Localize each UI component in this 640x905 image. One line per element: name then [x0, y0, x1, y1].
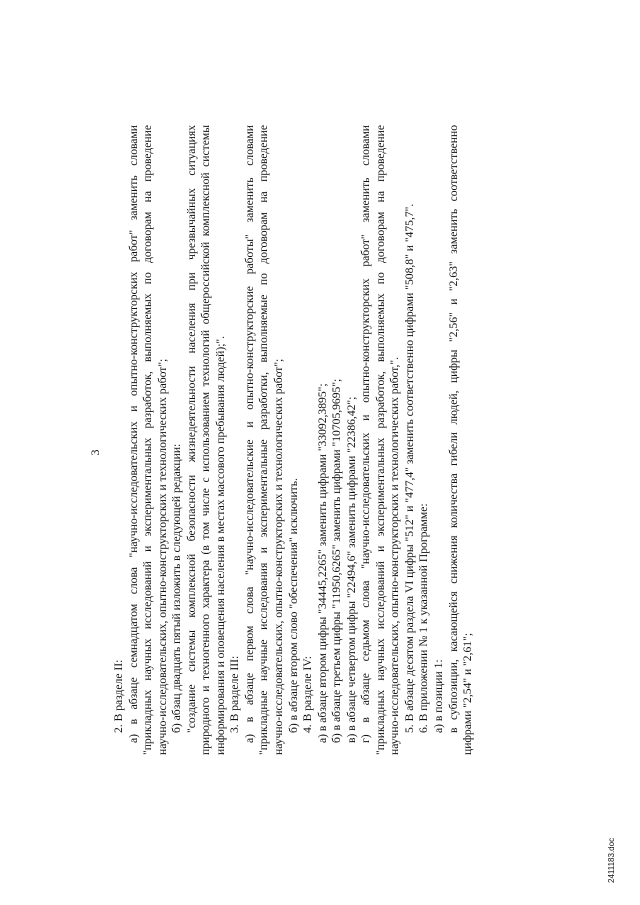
text-line: б) в абзаце втором слово "обеспечения" исключить.	[286, 478, 300, 733]
text-line: 6. В приложении № 1 к указанной Программе:	[417, 503, 431, 733]
text-line: 4. В разделе IV:	[301, 655, 315, 733]
text-line: б) в абзаце третьем цифры "11950,6265" заменить цифрами "10705,9695";	[330, 378, 344, 743]
text-line: в субпозиции, касающейся снижения количества гибели людей, цифры "2,56" и "2,63" заменить соответственно	[446, 125, 460, 733]
text-line: научно-исследовательских, опытно-конструкторских и технологических работ,".	[388, 357, 402, 755]
text-line: а) в абзаце семнадцатом слова "научно-исследовательских и опытно-конструкторских работ" заменить словами	[126, 125, 140, 743]
text-line: а) в абзаце первом слова "научно-исследовательские и опытно-конструкторские работы" заменить словами	[242, 125, 256, 743]
text-line: г) в абзаце седьмом слова "научно-исследовательских и опытно-конструкторских работ" заменить словами	[359, 125, 373, 743]
text-line: б) абзац двадцать пятый изложить в следующей редакции:	[170, 443, 184, 733]
text-line: а) в позиции 1:	[432, 659, 446, 733]
text-line: научно-исследовательских, опытно-конструкторских и технологических работ";	[272, 358, 286, 755]
text-line: в) в абзаце четвертом цифры "22494,6" заменить цифрами "22386,42";	[344, 396, 358, 743]
text-line: "прикладных научных исследований и экспериментальных разработок, выполняемых по договорам на проведение	[373, 125, 387, 755]
text-line: "прикладные научные исследования и экспериментальные разработки, выполняемые по договорам на проведение	[257, 125, 271, 755]
page-number: 3	[88, 449, 102, 456]
document-footer: 2411183.doc	[607, 837, 616, 883]
text-line: 3. В разделе III:	[228, 655, 242, 733]
text-line: 5. В абзаце десятом раздела VI цифры "512" и "477,4" заменить соответственно цифрами "508,8" и "475,7".	[402, 203, 416, 733]
text-line: информирования и оповещения населения в местах массового пребывания людей);".	[213, 335, 227, 755]
text-line: "прикладных научных исследований и экспериментальных разработок, выполняемых по договорам на проведение	[141, 125, 155, 755]
text-line: "создание системы комплексной безопасности жизнедеятельности населения при чрезвычайных ситуациях	[184, 125, 198, 733]
document-body	[112, 125, 476, 755]
text-line: научно-исследовательских, опытно-конструкторских и технологических работ";	[155, 358, 169, 755]
text-line: цифрами "2,54" и "2,61";	[461, 632, 475, 755]
text-line: а) в абзаце втором цифры "34445,2265" заменить цифрами "33092,3895";	[315, 383, 329, 743]
text-line: природного и техногенного характера (в том числе с использованием технологий общероссийской комплексной системы	[199, 125, 213, 755]
text-line: 2. В разделе II:	[112, 659, 125, 733]
